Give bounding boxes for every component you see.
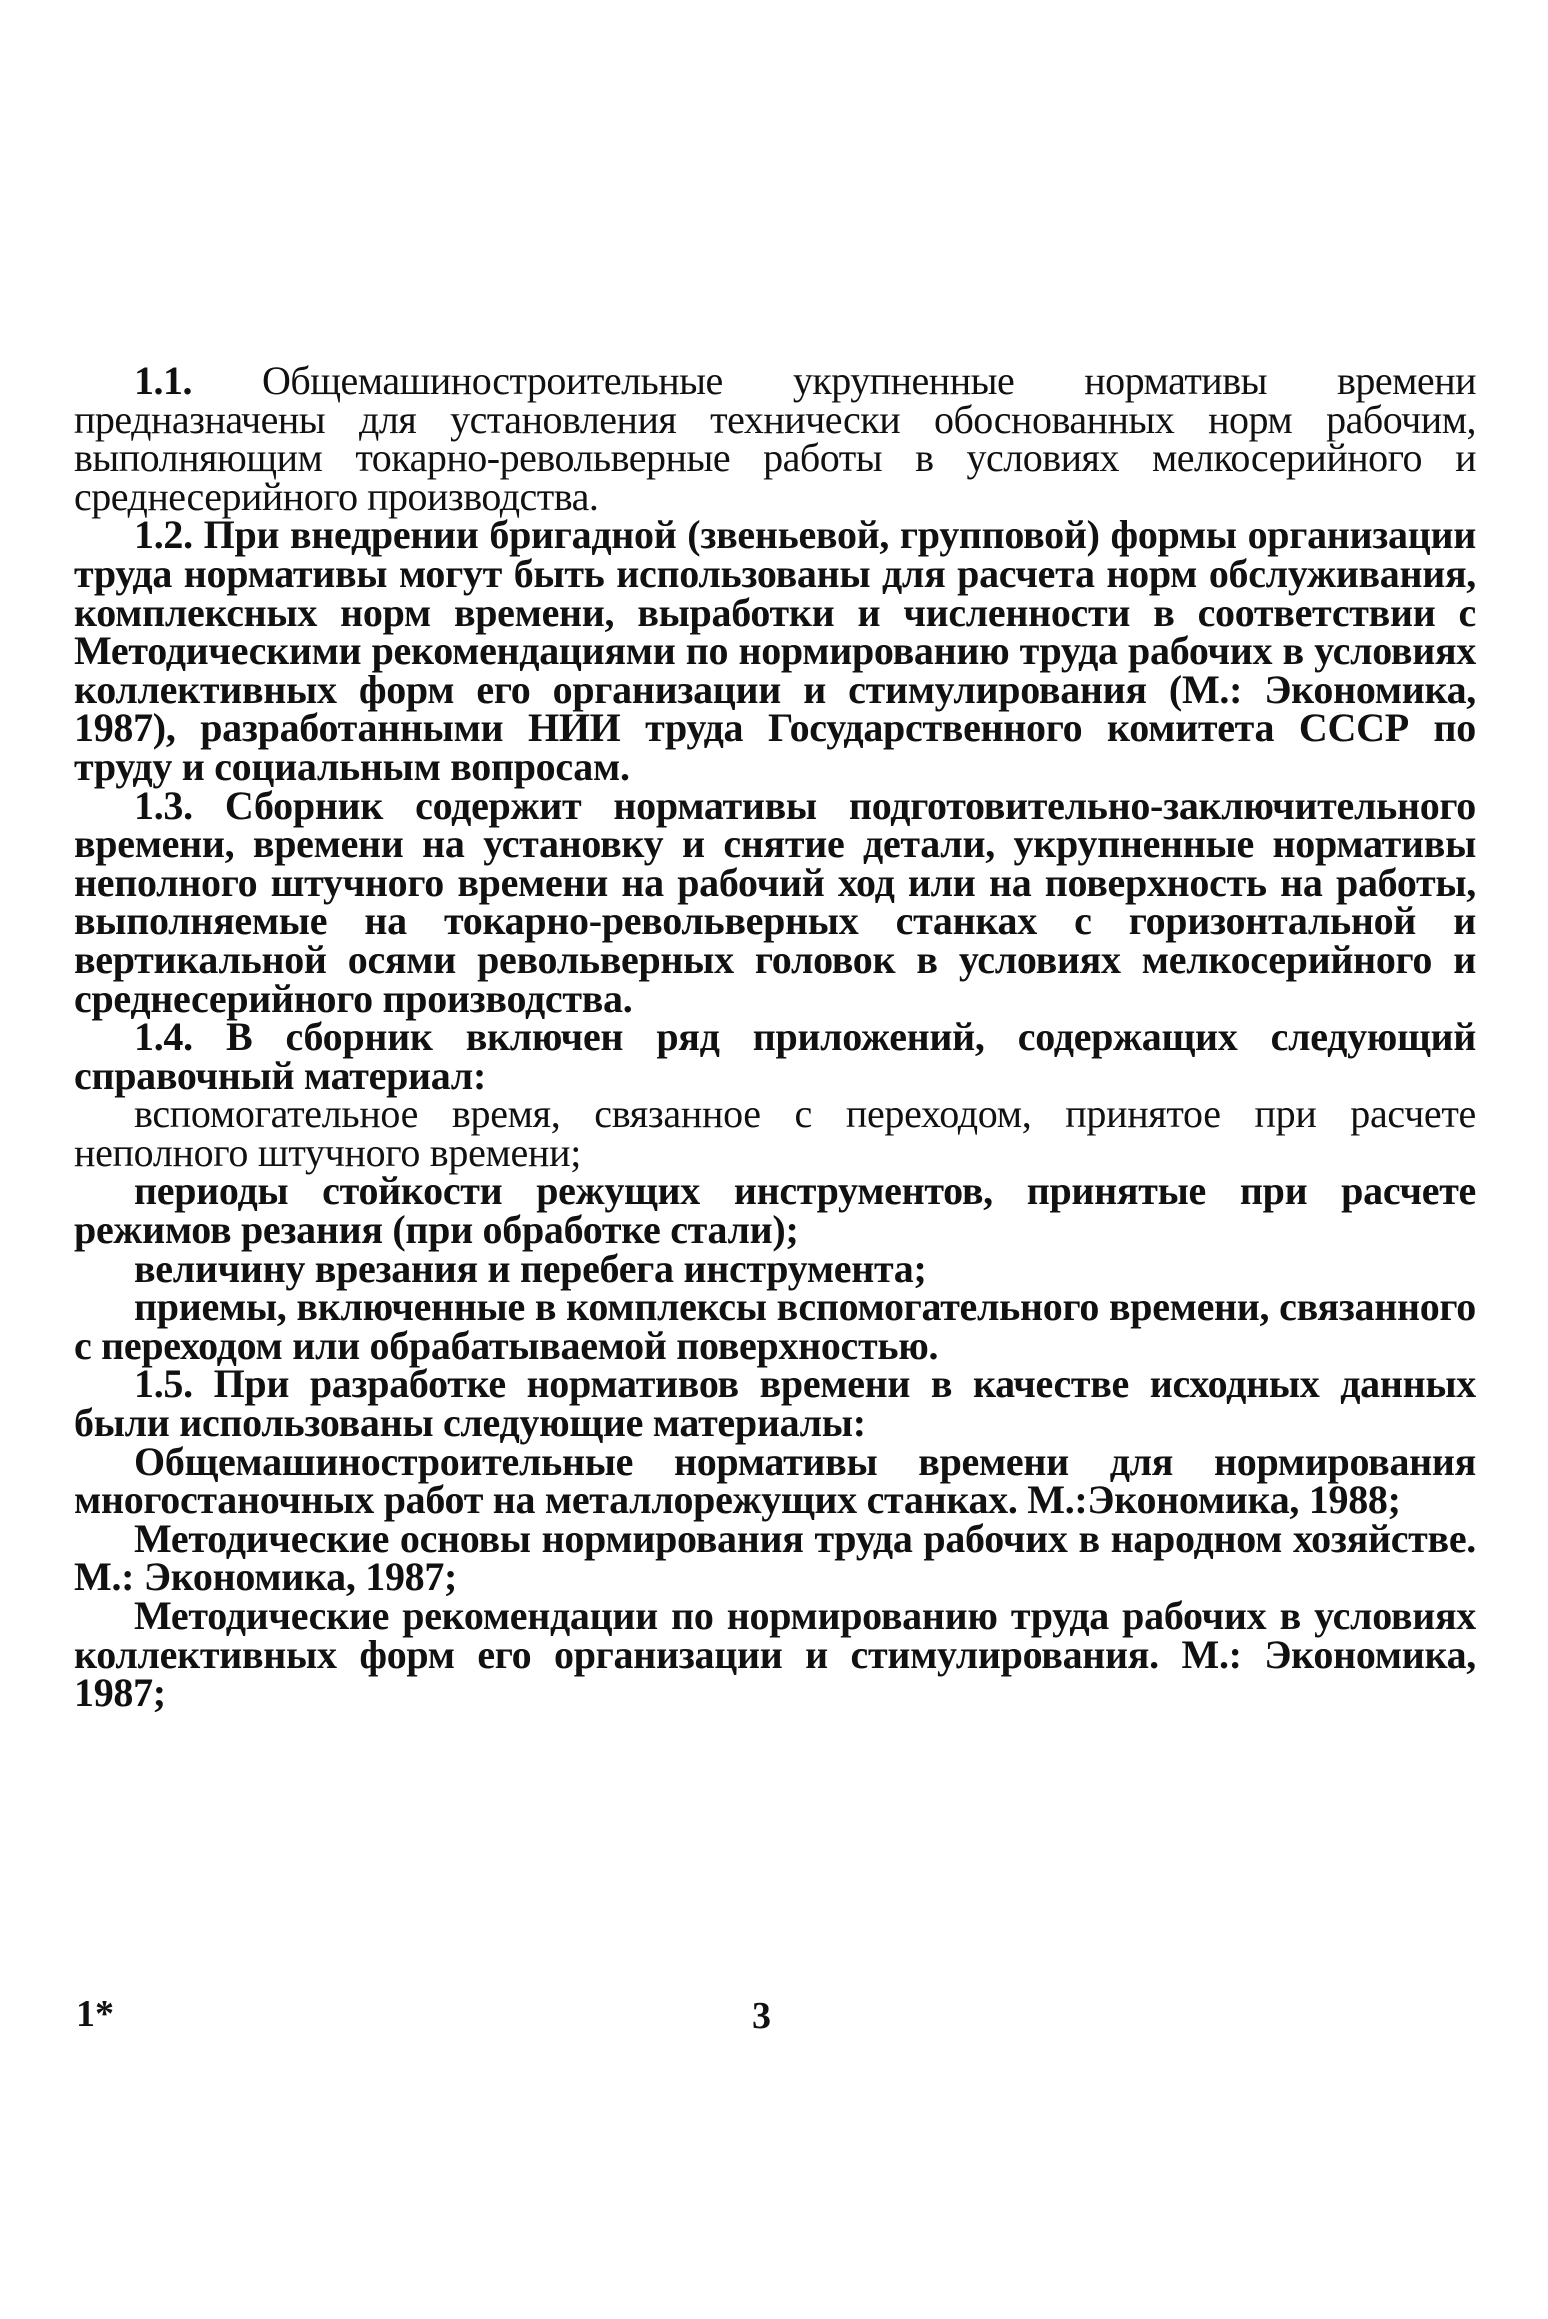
section-number: 1.1. [134,358,192,403]
paragraph-text: вспомогательное время, связанное с переходом, принятое при расчете неполного штучного времени; [74,1091,1476,1175]
paragraph-1-5 [74,1361,1476,1446]
paragraph-text: Сборник содержит нормативы подготовительно-заключительного времени, времени на установку и снятие детали, укрупненные нормативы неполного штучного времени на рабочий ход или на поверхность на работы, выполняемые на токарно-револьверных станках с горизонтальной и вертикальной осями револьверных головок в условиях мелкосерийного и среднесерийного производства. [74,782,1476,1021]
page-body [74,358,1476,1716]
paragraph-text: В сборник включен ряд приложений, содержащих следующий справочный материал: [74,1014,1476,1098]
paragraph-1-4 [74,1014,1476,1098]
paragraph-1-1 [74,358,1476,519]
paragraph-text: Методические рекомендации по нормированию труда рабочих в условиях коллективных форм его организации и стимулирования. М.: Экономика, 1987; [74,1593,1476,1716]
section-number: 1.2. [134,512,193,558]
list-item-tool-life [74,1168,1476,1253]
page-number: 3 [752,1995,771,2037]
list-item-techniques [74,1284,1476,1368]
paragraph-1-2 [74,512,1476,789]
paragraph-text: При внедрении бригадной (звеньевой, групповой) формы организации труда нормативы могут быть использованы для расчета норм обслуживания, комплексных норм времени, выработки и численности в соответствии с Методическими рекомендациями по нормированию труда рабочих в условиях коллективных форм его организации и стимулирования (М.: Экономика, 1987), разработанными НИИ труда Государственного комитета СССР по труду и социальным вопросам. [74,512,1476,789]
signature-mark: 1* [76,1993,114,2035]
list-item-overrun [74,1245,1476,1291]
section-number: 1.5. [134,1361,193,1407]
paragraph-1-3 [74,782,1476,1021]
paragraph-text: Общемашиностроительные нормативы времени для нормирования многостаночных работ на металлорежущих станках. М.:Экономика, 1988; [74,1438,1476,1523]
paragraph-text: приемы, включенные в комплексы вспомогательного времени, связанного с переходом или обрабатываемой поверхностью. [74,1284,1476,1368]
reference-item-multi-machine [74,1438,1476,1523]
section-number: 1.4. [134,1014,193,1060]
paragraph-text: Методические основы нормирования труда рабочих в народном хозяйстве. М.: Экономика, 1987; [74,1515,1476,1600]
reference-item-methodical-recommendations [74,1593,1476,1716]
reference-item-methodical-basics [74,1515,1476,1600]
paragraph-text: Общемашиностроительные укрупненные нормативы времени предназначены для установления технически обоснованных норм рабочим, выполняющим токарно-револьверные работы в условиях мелкосерийного и среднесерийного производства. [74,358,1476,519]
paragraph-text: величину врезания и перебега инструмента; [134,1245,927,1291]
paragraph-text: При разработке нормативов времени в качестве исходных данных были использованы следующие материалы: [74,1361,1476,1446]
section-number: 1.3. [134,782,193,828]
paragraph-text: периоды стойкости режущих инструментов, принятые при расчете режимов резания (при обработке стали); [74,1168,1476,1253]
list-item-auxiliary-time [74,1091,1476,1175]
